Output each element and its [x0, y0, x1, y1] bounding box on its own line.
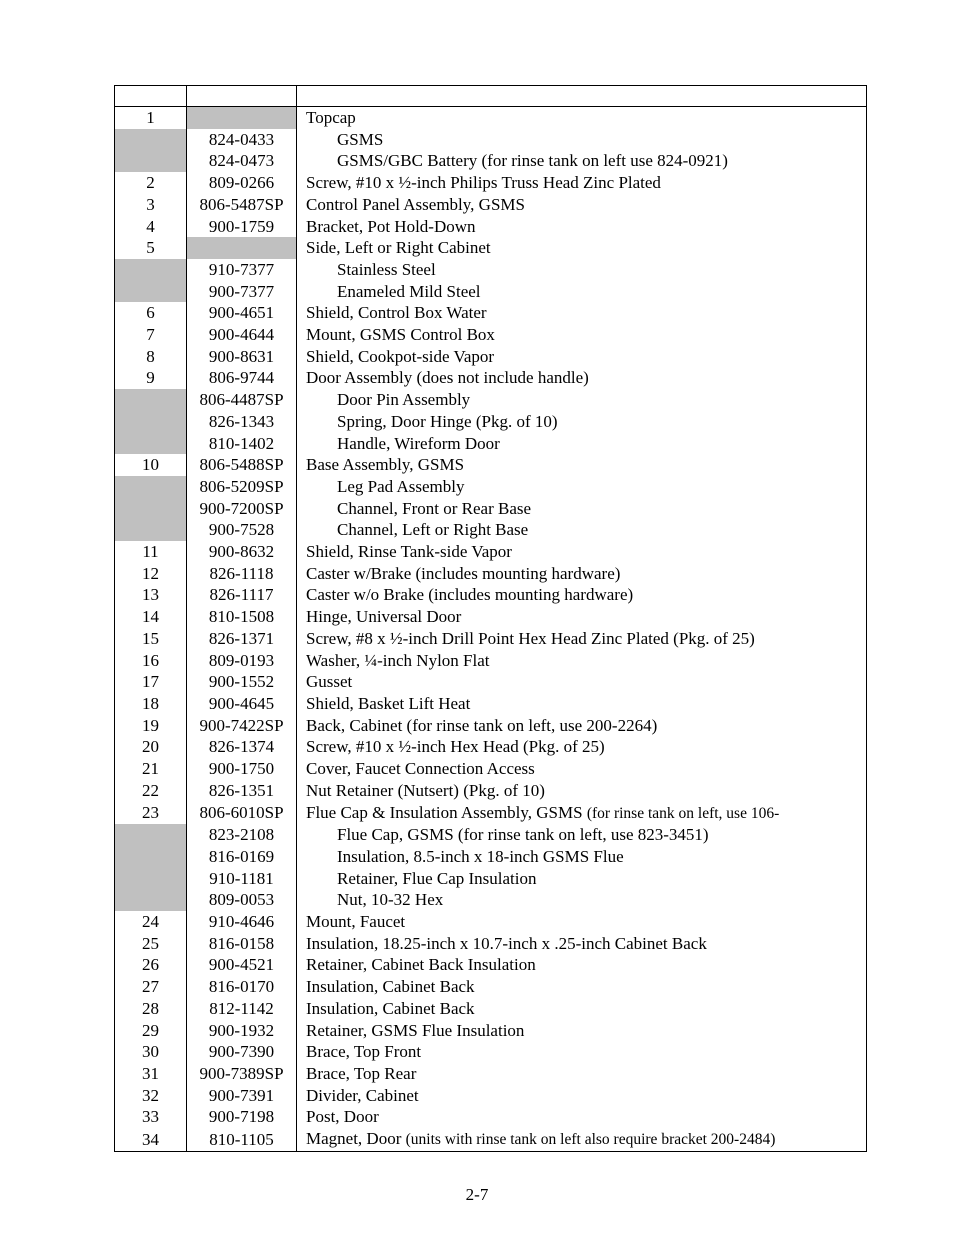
table-row	[115, 259, 867, 281]
description-text: Back, Cabinet (for rinse tank on left, use 200-2264)	[306, 715, 658, 735]
part-number	[187, 237, 297, 259]
description-text: Magnet, Door	[306, 1129, 406, 1149]
table-row	[115, 107, 867, 129]
part-description	[297, 281, 867, 303]
table-row	[115, 498, 867, 520]
item-number: 16	[115, 650, 187, 672]
part-description	[297, 563, 867, 585]
part-number: 900-7528	[187, 519, 297, 541]
part-number: 900-1759	[187, 216, 297, 238]
part-description	[297, 868, 867, 890]
table-row	[115, 736, 867, 758]
description-text: Leg Pad Assembly	[337, 476, 465, 496]
description-text: Mount, GSMS Control Box	[306, 325, 495, 345]
table-row	[115, 346, 867, 368]
part-number: 900-7200SP	[187, 498, 297, 520]
part-description	[297, 129, 867, 151]
description-text: Mount, Faucet	[306, 912, 406, 932]
table-row	[115, 911, 867, 933]
part-description	[297, 302, 867, 324]
table-row	[115, 606, 867, 628]
part-number: 900-4645	[187, 693, 297, 715]
part-description	[297, 324, 867, 346]
description-text: Flue Cap, GSMS (for rinse tank on left, use 823-3451)	[337, 825, 709, 845]
table-row	[115, 584, 867, 606]
part-description	[297, 954, 867, 976]
description-text: Insulation, Cabinet Back	[306, 998, 475, 1018]
part-description	[297, 194, 867, 216]
part-description	[297, 584, 867, 606]
description-text: Screw, #8 x ½-inch Drill Point Hex Head Zinc Plated (Pkg. of 25)	[306, 628, 755, 648]
part-description	[297, 346, 867, 368]
table-row	[115, 758, 867, 780]
item-number: 6	[115, 302, 187, 324]
table-row	[115, 367, 867, 389]
table-row	[115, 889, 867, 911]
part-number	[187, 107, 297, 129]
item-number	[115, 433, 187, 455]
item-number: 32	[115, 1085, 187, 1107]
item-number: 23	[115, 802, 187, 825]
part-description	[297, 476, 867, 498]
item-number: 22	[115, 780, 187, 802]
item-number	[115, 281, 187, 303]
part-number: 812-1142	[187, 998, 297, 1020]
item-number	[115, 259, 187, 281]
part-description	[297, 1020, 867, 1042]
description-text: Channel, Left or Right Base	[337, 520, 529, 540]
part-description	[297, 650, 867, 672]
item-number: 15	[115, 628, 187, 650]
table-row	[115, 954, 867, 976]
part-description	[297, 933, 867, 955]
part-number: 900-8632	[187, 541, 297, 563]
table-row	[115, 216, 867, 238]
description-text: Handle, Wireform Door	[337, 433, 500, 453]
part-number: 824-0433	[187, 129, 297, 151]
part-number: 900-7389SP	[187, 1063, 297, 1085]
part-description	[297, 411, 867, 433]
table-row	[115, 824, 867, 846]
part-number: 900-7377	[187, 281, 297, 303]
item-number: 30	[115, 1041, 187, 1063]
part-number: 900-1932	[187, 1020, 297, 1042]
part-description	[297, 1106, 867, 1128]
item-number: 28	[115, 998, 187, 1020]
table-row	[115, 302, 867, 324]
item-number: 3	[115, 194, 187, 216]
part-description	[297, 498, 867, 520]
description-text: Door Assembly (does not include handle)	[306, 368, 589, 388]
description-text: Door Pin Assembly	[337, 390, 471, 410]
description-text: Stainless Steel	[337, 259, 436, 279]
item-number: 20	[115, 736, 187, 758]
table-row	[115, 846, 867, 868]
description-text: Insulation, 18.25-inch x 10.7-inch x .25-inch Cabinet Back	[306, 933, 707, 953]
part-description	[297, 259, 867, 281]
part-description	[297, 1041, 867, 1063]
item-number: 13	[115, 584, 187, 606]
item-number: 25	[115, 933, 187, 955]
part-number: 900-1750	[187, 758, 297, 780]
table-row	[115, 802, 867, 825]
description-text: Hinge, Universal Door	[306, 607, 462, 627]
description-text: Cover, Faucet Connection Access	[306, 759, 535, 779]
part-number: 900-7422SP	[187, 715, 297, 737]
part-description	[297, 846, 867, 868]
table-row	[115, 541, 867, 563]
item-number	[115, 889, 187, 911]
description-text: Retainer, Flue Cap Insulation	[337, 868, 537, 888]
item-number	[115, 824, 187, 846]
description-text: Brace, Top Rear	[306, 1063, 417, 1083]
part-description	[297, 824, 867, 846]
table-row	[115, 519, 867, 541]
item-number	[115, 498, 187, 520]
part-description	[297, 780, 867, 802]
table-row	[115, 129, 867, 151]
description-text: Control Panel Assembly, GSMS	[306, 194, 525, 214]
part-description	[297, 628, 867, 650]
part-number: 826-1351	[187, 780, 297, 802]
item-number	[115, 519, 187, 541]
part-description	[297, 237, 867, 259]
part-number: 900-4651	[187, 302, 297, 324]
table-row	[115, 411, 867, 433]
description-text: Spring, Door Hinge (Pkg. of 10)	[337, 411, 558, 431]
table-row	[115, 1063, 867, 1085]
table-row	[115, 324, 867, 346]
part-description	[297, 1128, 867, 1151]
part-number: 910-7377	[187, 259, 297, 281]
part-number: 806-4487SP	[187, 389, 297, 411]
item-number: 21	[115, 758, 187, 780]
part-description	[297, 715, 867, 737]
description-text: GSMS/GBC Battery (for rinse tank on left use 824-0921)	[337, 151, 728, 171]
description-text: Shield, Cookpot-side Vapor	[306, 346, 495, 366]
table-row	[115, 476, 867, 498]
part-description	[297, 802, 867, 825]
part-number: 826-1118	[187, 563, 297, 585]
part-description	[297, 671, 867, 693]
item-number: 18	[115, 693, 187, 715]
part-number: 823-2108	[187, 824, 297, 846]
part-description	[297, 367, 867, 389]
description-text: Flue Cap & Insulation Assembly, GSMS	[306, 802, 587, 822]
item-number: 12	[115, 563, 187, 585]
item-number: 8	[115, 346, 187, 368]
table-row	[115, 150, 867, 172]
item-number: 10	[115, 454, 187, 476]
item-number: 5	[115, 237, 187, 259]
part-description	[297, 150, 867, 172]
table-row	[115, 1128, 867, 1151]
description-text: Topcap	[306, 108, 356, 127]
table-row	[115, 976, 867, 998]
part-description	[297, 998, 867, 1020]
description-note: (for rinse tank on left, use 106-	[586, 804, 780, 822]
part-number: 810-1508	[187, 606, 297, 628]
description-text: Screw, #10 x ½-inch Hex Head (Pkg. of 25)	[306, 737, 605, 757]
table-row	[115, 998, 867, 1020]
item-number: 4	[115, 216, 187, 238]
description-text: Shield, Basket Lift Heat	[306, 693, 471, 713]
description-text: Caster w/o Brake (includes mounting hardware)	[306, 585, 634, 605]
part-description	[297, 389, 867, 411]
part-description	[297, 519, 867, 541]
part-number: 900-8631	[187, 346, 297, 368]
part-number: 900-7391	[187, 1085, 297, 1107]
part-description	[297, 758, 867, 780]
part-number: 824-0473	[187, 150, 297, 172]
item-number: 26	[115, 954, 187, 976]
part-number: 826-1117	[187, 584, 297, 606]
part-number: 806-9744	[187, 367, 297, 389]
description-text: Retainer, Cabinet Back Insulation	[306, 955, 536, 975]
part-number: 810-1402	[187, 433, 297, 455]
part-number: 826-1371	[187, 628, 297, 650]
table-row	[115, 1020, 867, 1042]
part-number: 809-0193	[187, 650, 297, 672]
part-number: 809-0266	[187, 172, 297, 194]
description-text: Screw, #10 x ½-inch Philips Truss Head Zinc Plated	[306, 173, 661, 193]
part-description	[297, 911, 867, 933]
part-number: 816-0158	[187, 933, 297, 955]
header-item	[115, 86, 187, 107]
description-text: Side, Left or Right Cabinet	[306, 238, 491, 258]
item-number	[115, 389, 187, 411]
header-description	[297, 86, 867, 107]
table-header-row	[115, 86, 867, 107]
table-row	[115, 715, 867, 737]
table-row	[115, 933, 867, 955]
description-text: Post, Door	[306, 1107, 379, 1127]
table-row	[115, 868, 867, 890]
description-text: Caster w/Brake (includes mounting hardware)	[306, 563, 621, 583]
description-text: GSMS	[337, 129, 384, 149]
description-text: Shield, Rinse Tank-side Vapor	[306, 542, 512, 562]
item-number: 2	[115, 172, 187, 194]
item-number: 29	[115, 1020, 187, 1042]
part-number: 900-1552	[187, 671, 297, 693]
table-row	[115, 671, 867, 693]
item-number: 14	[115, 606, 187, 628]
item-number: 11	[115, 541, 187, 563]
item-number: 17	[115, 671, 187, 693]
part-description	[297, 216, 867, 238]
part-description	[297, 889, 867, 911]
table-row	[115, 650, 867, 672]
table-row	[115, 433, 867, 455]
part-description	[297, 1063, 867, 1085]
description-text: Insulation, Cabinet Back	[306, 977, 475, 997]
item-number	[115, 476, 187, 498]
part-number: 900-7390	[187, 1041, 297, 1063]
table-row	[115, 454, 867, 476]
parts-table	[114, 85, 866, 1152]
description-text: Channel, Front or Rear Base	[337, 498, 532, 518]
part-description	[297, 541, 867, 563]
part-number: 806-6010SP	[187, 802, 297, 825]
part-number: 900-4521	[187, 954, 297, 976]
part-description	[297, 107, 867, 129]
description-note: (units with rinse tank on left also require bracket 200-2484)	[405, 1131, 776, 1149]
part-description	[297, 1085, 867, 1107]
description-text: Bracket, Pot Hold-Down	[306, 216, 476, 236]
item-number: 1	[115, 107, 187, 129]
description-text: Divider, Cabinet	[306, 1085, 419, 1105]
part-description	[297, 606, 867, 628]
part-number: 910-4646	[187, 911, 297, 933]
table-row	[115, 172, 867, 194]
item-number: 27	[115, 976, 187, 998]
item-number	[115, 150, 187, 172]
part-number: 816-0169	[187, 846, 297, 868]
item-number	[115, 846, 187, 868]
part-number: 826-1374	[187, 736, 297, 758]
part-description	[297, 693, 867, 715]
description-text: Nut, 10-32 Hex	[337, 890, 444, 910]
table-row	[115, 693, 867, 715]
table-row	[115, 1106, 867, 1128]
table-row	[115, 389, 867, 411]
table-row	[115, 194, 867, 216]
item-number	[115, 129, 187, 151]
item-number: 19	[115, 715, 187, 737]
table-row	[115, 237, 867, 259]
table-row	[115, 628, 867, 650]
table-row	[115, 563, 867, 585]
item-number: 7	[115, 324, 187, 346]
table-row	[115, 1085, 867, 1107]
table-row	[115, 780, 867, 802]
part-number: 809-0053	[187, 889, 297, 911]
part-number: 810-1105	[187, 1128, 297, 1151]
part-number: 900-7198	[187, 1106, 297, 1128]
part-number: 826-1343	[187, 411, 297, 433]
description-text: Retainer, GSMS Flue Insulation	[306, 1020, 525, 1040]
description-text: Insulation, 8.5-inch x 18-inch GSMS Flue	[337, 846, 624, 866]
part-number: 806-5487SP	[187, 194, 297, 216]
description-text: Brace, Top Front	[306, 1042, 422, 1062]
item-number: 9	[115, 367, 187, 389]
part-number: 806-5209SP	[187, 476, 297, 498]
part-description	[297, 736, 867, 758]
table-row	[115, 281, 867, 303]
page-number: 2-7	[465, 1185, 489, 1204]
part-number: 816-0170	[187, 976, 297, 998]
part-number: 806-5488SP	[187, 454, 297, 476]
header-part	[187, 86, 297, 107]
part-number: 900-4644	[187, 324, 297, 346]
part-description	[297, 433, 867, 455]
description-text: Shield, Control Box Water	[306, 303, 487, 323]
description-text: Enameled Mild Steel	[337, 281, 481, 301]
table-row	[115, 1041, 867, 1063]
description-text: Washer, ¼-inch Nylon Flat	[306, 650, 490, 670]
description-text: Nut Retainer (Nutsert) (Pkg. of 10)	[306, 780, 545, 800]
part-description	[297, 976, 867, 998]
item-number: 33	[115, 1106, 187, 1128]
description-text: Gusset	[306, 672, 353, 692]
item-number	[115, 868, 187, 890]
item-number: 31	[115, 1063, 187, 1085]
description-text: Base Assembly, GSMS	[306, 455, 465, 475]
item-number: 34	[115, 1128, 187, 1151]
part-description	[297, 454, 867, 476]
part-description	[297, 172, 867, 194]
item-number	[115, 411, 187, 433]
part-number: 910-1181	[187, 868, 297, 890]
item-number: 24	[115, 911, 187, 933]
